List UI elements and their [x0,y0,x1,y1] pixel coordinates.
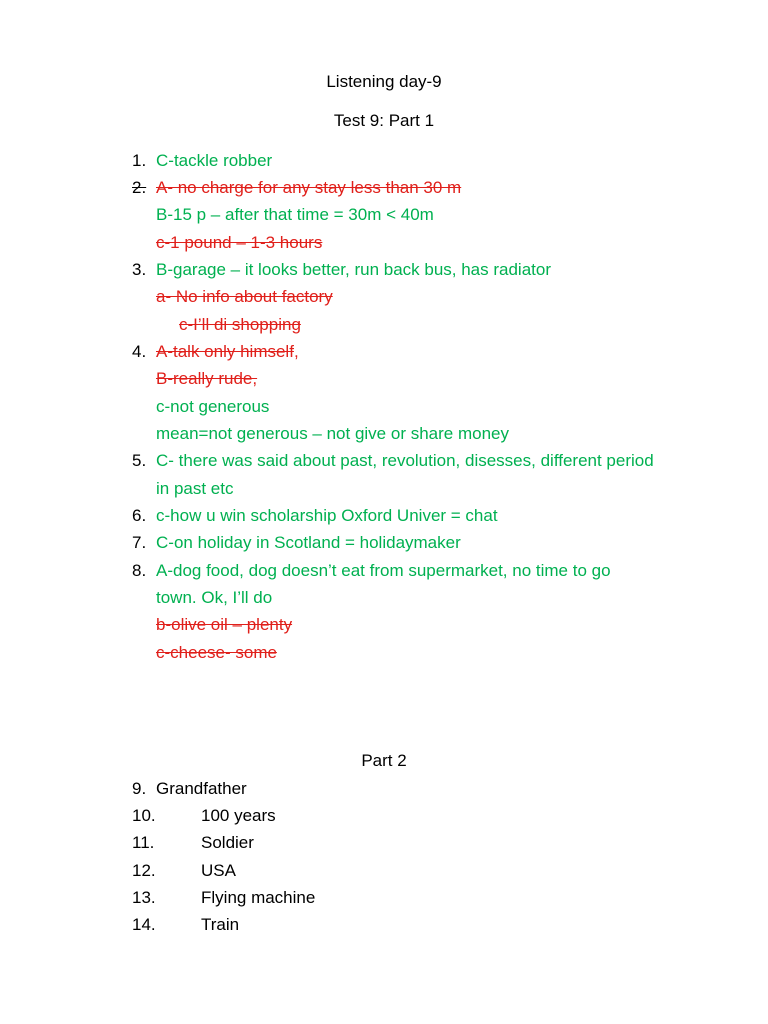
answer-4-note: mean=not generous – not give or share money [156,424,509,443]
answer-5-continuation: in past etc [156,479,234,498]
answer-8-option-c-struck: c-cheese- some [156,643,277,662]
part2-answer-9: Grandfather [156,779,247,798]
part2-answer-13: Flying machine [201,888,316,907]
list-item-number: 9. [132,779,147,798]
answer-4-option-a [156,342,299,362]
answer-2-option-a-struck: A- no charge for any stay less than 30 m [156,178,462,197]
answer-4-option-c-correct: c-not generous [156,397,270,416]
answer-6-correct: c-how u win scholarship Oxford Univer = chat [156,506,498,525]
part2-answer-11: Soldier [201,833,254,852]
list-item-number: 6. [132,506,147,525]
answer-2-option-c-struck: c-1 pound – 1-3 hours [156,233,323,252]
list-item-number: 1. [132,151,147,170]
document-title: Listening day-9 [326,72,442,91]
list-item-number: 10. [132,806,156,825]
part2-heading: Part 2 [361,751,407,770]
list-item-number: 8. [132,561,147,580]
list-item-number: 7. [132,533,147,552]
part2-answer-14: Train [201,915,240,934]
answer-4-option-a-struck: A-talk only himself [156,342,294,361]
answer-3-option-a-struck: a- No info about factory [156,287,333,306]
answer-8-correct: A-dog food, dog doesn’t eat from supermarket, no time to go [156,561,611,580]
part2-answer-10: 100 years [201,806,276,825]
list-item-number: 14. [132,915,156,934]
answer-3-correct: B-garage – it looks better, run back bus, has radiator [156,260,552,279]
answer-3-option-c-struck: c-I’ll di shopping [179,315,301,334]
answer-4-option-b-struck: B-really rude, [156,369,258,388]
answer-2-option-b-correct: B-15 p – after that time = 30m < 40m [156,205,434,224]
answer-4-option-a-tail: , [293,342,299,361]
list-item-number: 11. [132,833,155,852]
answer-7-correct: C-on holiday in Scotland = holidaymaker [156,533,461,552]
answer-8-option-b-struck: b-olive oil – plenty [156,615,293,634]
list-item-number: 2. [132,178,147,197]
part2-answer-12: USA [201,861,236,880]
list-item-number: 12. [132,861,156,880]
answer-5-correct: C- there was said about past, revolution, disesses, different period [156,451,654,470]
list-item-number: 3. [132,260,147,279]
answer-8-continuation: town. Ok, I’ll do [156,588,273,607]
document-subtitle: Test 9: Part 1 [333,111,435,130]
list-item-number: 4. [132,342,147,361]
answer-1-correct: C-tackle robber [156,151,273,170]
list-item-number: 13. [132,888,156,907]
list-item-number: 5. [132,451,147,470]
